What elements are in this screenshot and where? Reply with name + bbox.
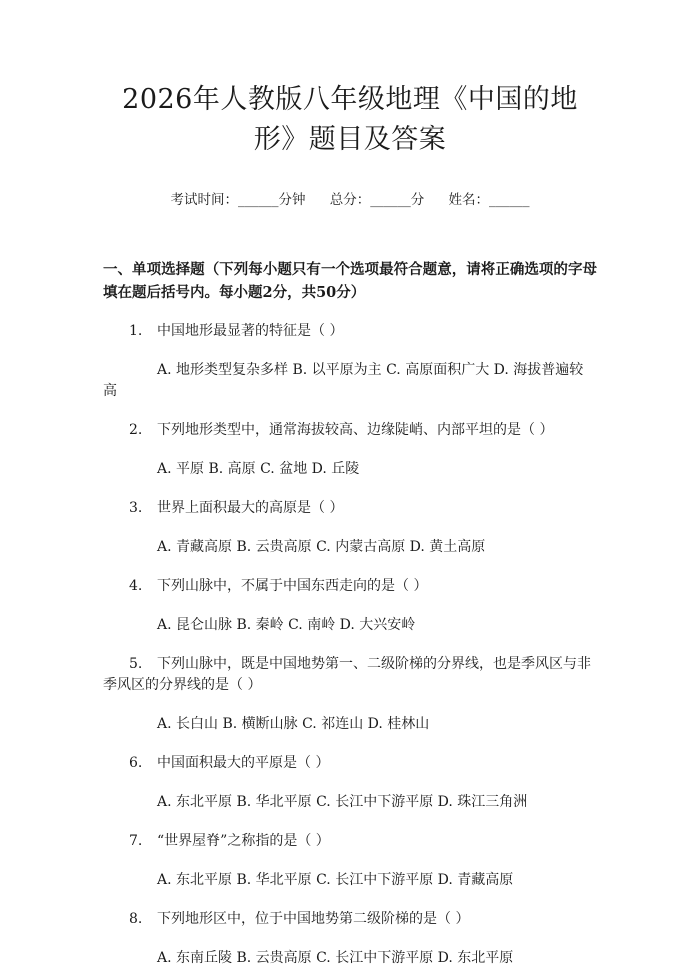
question-5 (103, 654, 597, 735)
question-options: A. 长白山 B. 横断山脉 C. 祁连山 D. 桂林山 (157, 716, 430, 732)
question-stem (103, 576, 597, 597)
question-number: 3. (129, 500, 143, 516)
name-field: 姓名：______ (448, 192, 530, 208)
question-1 (103, 321, 597, 402)
question-3 (103, 498, 597, 558)
question-options: A. 青藏高原 B. 云贵高原 C. 内蒙古高原 D. 黄土高原 (157, 539, 486, 555)
question-number: 5. (129, 656, 143, 672)
question-2 (103, 420, 597, 480)
section-heading: 一、单项选择题（下列每小题只有一个选项最符合题意，请将正确选项的字母填在题后括号内。每小题2分，共50分） (103, 261, 597, 301)
question-options: A. 东北平原 B. 华北平原 C. 长江中下游平原 D. 珠江三角洲 (157, 794, 528, 810)
question-stem (103, 753, 597, 774)
question-stem (103, 321, 597, 342)
question-number: 4. (129, 578, 143, 594)
question-options: A. 地形类型复杂多样 B. 以平原为主 C. 高原面积广大 D. 海拔普遍较高 (103, 362, 584, 399)
question-4 (103, 576, 597, 636)
question-stem (103, 498, 597, 519)
question-stem (103, 420, 597, 441)
total-score-field: 总分：______分 (329, 192, 425, 208)
question-text: 下列地形类型中，通常海拔较高、边缘陡峭、内部平坦的是（ ） (157, 422, 554, 438)
question-stem (103, 909, 597, 930)
question-text: 下列山脉中，既是中国地势第一、二级阶梯的分界线，也是季风区与非季风区的分界线的是（ ） (103, 656, 591, 693)
question-number: 8. (129, 911, 143, 927)
exam-time-field: 考试时间：______分钟 (170, 192, 306, 208)
question-7 (103, 831, 597, 891)
question-text: 中国地形最显著的特征是（ ） (157, 323, 344, 339)
question-options: A. 昆仑山脉 B. 秦岭 C. 南岭 D. 大兴安岭 (157, 617, 416, 633)
question-text: 下列地形区中，位于中国地势第二级阶梯的是（ ） (157, 911, 470, 927)
question-number: 7. (129, 833, 143, 849)
question-text: 下列山脉中，不属于中国东西走向的是（ ） (157, 578, 428, 594)
question-number: 1. (129, 323, 143, 339)
question-stem (103, 831, 597, 852)
question-number: 2. (129, 422, 143, 438)
question-text: 中国面积最大的平原是（ ） (157, 755, 330, 771)
question-number: 6. (129, 755, 143, 771)
question-text: “世界屋脊”之称指的是（ ） (157, 833, 330, 849)
question-options: A. 东南丘陵 B. 云贵高原 C. 长江中下游平原 D. 东北平原 (157, 950, 514, 966)
question-options: A. 东北平原 B. 华北平原 C. 长江中下游平原 D. 青藏高原 (157, 872, 514, 888)
question-list (103, 321, 597, 969)
exam-info (103, 190, 597, 210)
question-6 (103, 753, 597, 813)
document-title: 2026年人教版八年级地理《中国的地形》题目及答案 (122, 84, 578, 155)
question-text: 世界上面积最大的高原是（ ） (157, 500, 344, 516)
question-options: A. 平原 B. 高原 C. 盆地 D. 丘陵 (157, 461, 360, 477)
question-8 (103, 909, 597, 969)
question-stem (103, 654, 597, 696)
